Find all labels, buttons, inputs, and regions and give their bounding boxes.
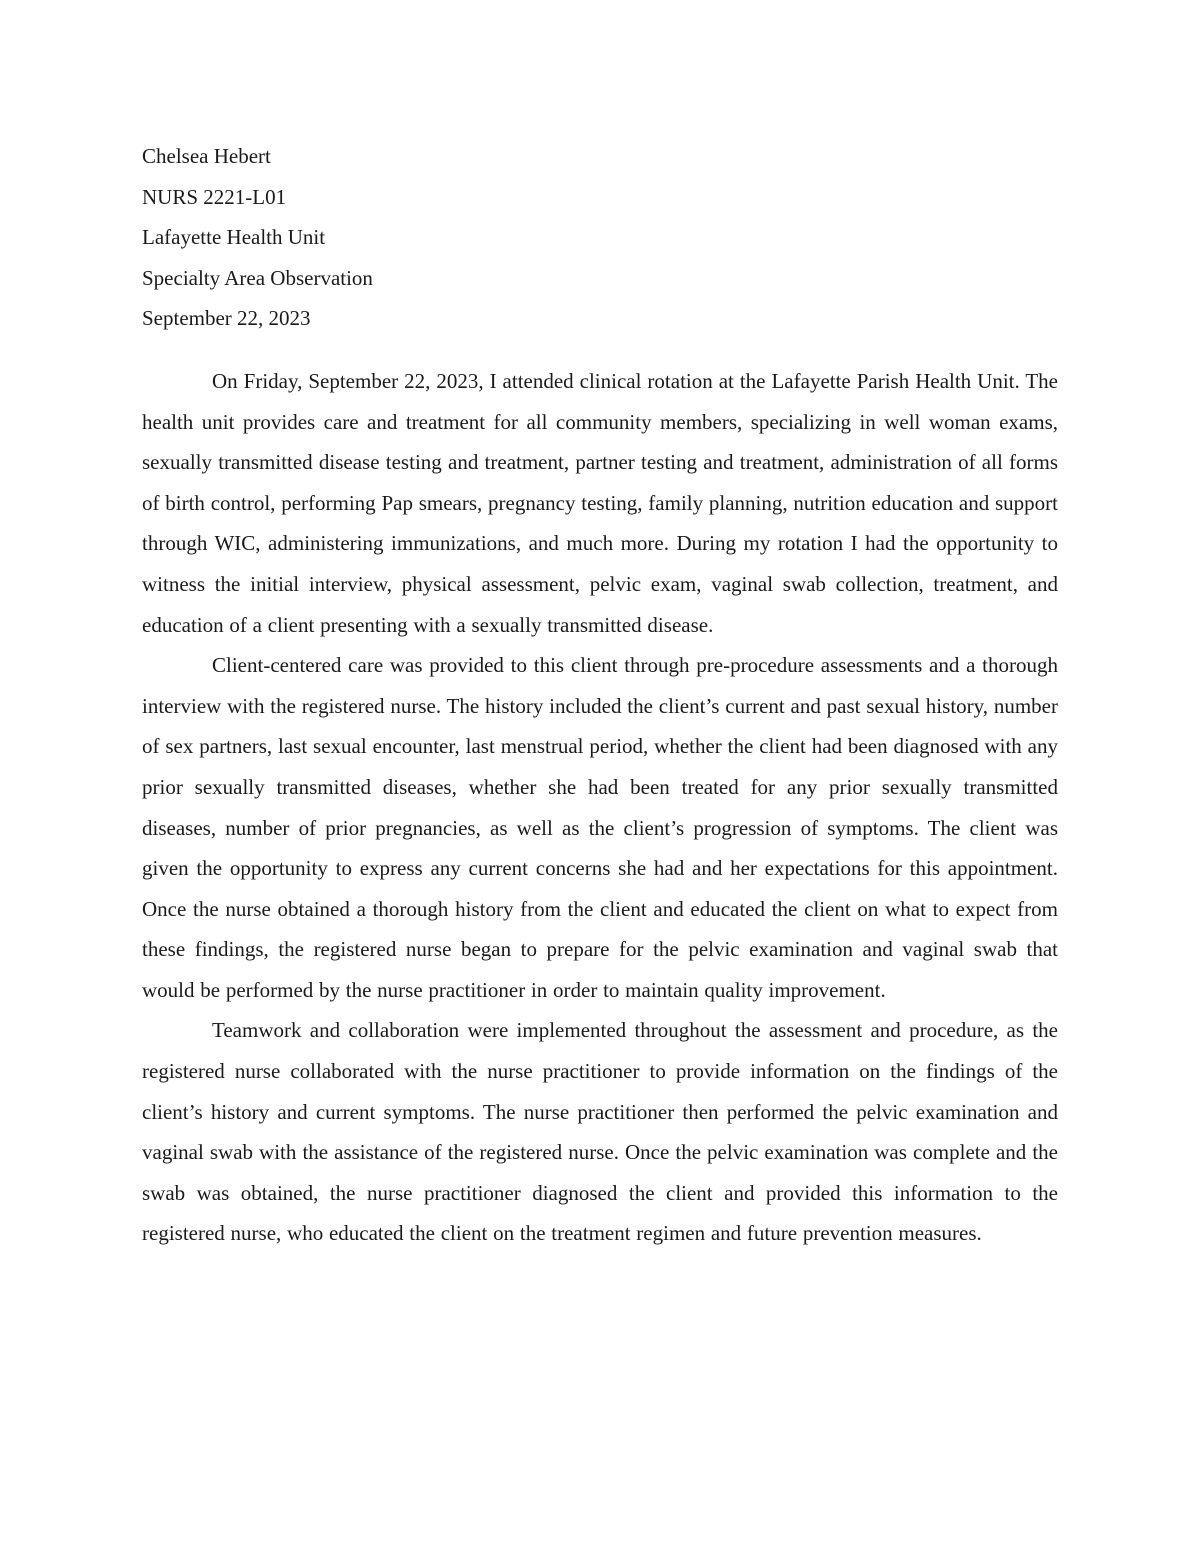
- document-header: [142, 136, 1058, 339]
- document-content: [142, 136, 1058, 1254]
- clinical-site: Lafayette Health Unit: [142, 225, 326, 250]
- author-name: Chelsea Hebert: [142, 144, 271, 168]
- paragraph-1: On Friday, September 22, 2023, I attended clinical rotation at the Lafayette Parish Health Unit. The health unit provides care and treatment for all community members, specializing in well woman exams, sexually transmitted disease testing and treatment, partner testing and treatment, administration of all forms of birth control, performing Pap smears, pregnancy testing, family planning, nutrition education and support through WIC, administering immunizations, and much more. During my rotation I had the opportunity to witness the initial interview, physical assessment, pelvic exam, vaginal swab collection, treatment, and education of a client presenting with a sexually transmitted disease.: [142, 368, 1058, 637]
- document-body: [142, 361, 1058, 1254]
- assignment-title: Specialty Area Observation: [142, 265, 373, 290]
- paragraph-3: Teamwork and collaboration were implemented throughout the assessment and procedure, as the registered nurse collaborated with the nurse practitioner to provide information on the findings of the client’s history and current symptoms. The nurse practitioner then performed the pelvic examination and vaginal swab with the assistance of the registered nurse. Once the pelvic examination was complete and the swab was obtained, the nurse practitioner diagnosed the client and provided this information to the registered nurse, who educated the client on the treatment regimen and future prevention measures.: [142, 1018, 1058, 1246]
- course-code: NURS 2221-L01: [142, 184, 287, 209]
- paragraph-2: Client-centered care was provided to this client through pre-procedure assessments and a thorough interview with the registered nurse. The history included the client’s current and past sexual history, number of sex partners, last sexual encounter, last menstrual period, whether the client had been diagnosed with any prior sexually transmitted diseases, whether she had been treated for any prior sexually transmitted diseases, number of prior pregnancies, as well as the client’s progression of symptoms. The client was given the opportunity to express any current concerns she had and her expectations for this appointment. Once the nurse obtained a thorough history from the client and educated the client on what to expect from these findings, the registered nurse began to prepare for the pelvic examination and vaginal swab that would be performed by the nurse practitioner in order to maintain quality improvement.: [142, 653, 1058, 1002]
- document-date: September 22, 2023: [142, 306, 311, 331]
